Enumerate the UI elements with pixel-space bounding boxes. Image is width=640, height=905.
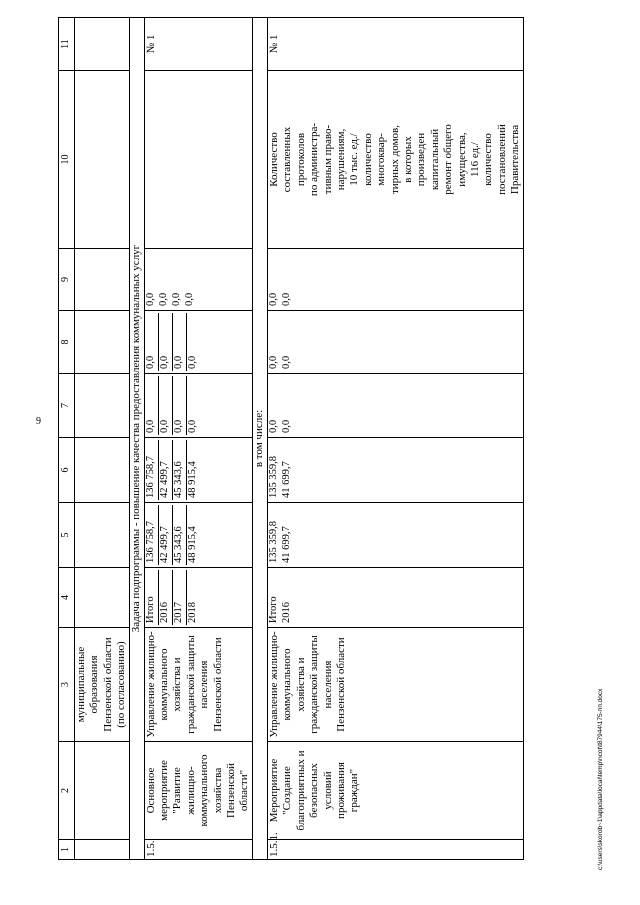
task-title: Задача подпрограммы - повышение качества предоставления коммунальных услуг — [129, 18, 144, 860]
including-row — [252, 18, 267, 860]
executor: Управление жилищно- коммунального хозяйства и гражданской защиты населения Пензенской области — [144, 628, 252, 742]
continuation-row — [75, 18, 130, 860]
local-budget-cell: 0,0 0,0 0,0 0,0 — [144, 311, 252, 374]
col-num-11: 11 — [59, 18, 75, 71]
indicator-ref: № 1 — [144, 18, 252, 71]
other-sources-cell: 0,0 0,0 — [267, 249, 523, 311]
col-num-10: 10 — [59, 71, 75, 249]
col-num-4: 4 — [59, 568, 75, 628]
col-num-3: 3 — [59, 628, 75, 742]
column-number-row — [59, 18, 75, 860]
including-label: в том числе: — [252, 18, 267, 860]
col-num-7: 7 — [59, 374, 75, 438]
col-num-1: 1 — [59, 840, 75, 860]
indicator-ref: № 1 — [267, 18, 523, 71]
row-number: 1.5.1. — [267, 840, 523, 860]
row-number: 1.5. — [144, 840, 252, 860]
other-sources-cell: 0,0 0,0 0,0 0,0 — [144, 249, 252, 311]
federal-budget-cell: 0,0 0,0 — [267, 374, 523, 438]
federal-budget-cell: 0,0 0,0 0,0 0,0 — [144, 374, 252, 438]
measure-name: Мероприятие "Создание благоприятных и безопасных условий проживания граждан" — [267, 742, 523, 840]
file-path-footer: c:\users\skorob~1\appdata\local\temp\ncot\t87944\175-пп.docx — [597, 688, 604, 870]
rotated-table-region — [58, 34, 630, 860]
col-num-6: 6 — [59, 438, 75, 503]
table-row-1-5-1 — [267, 18, 523, 860]
indicator-cell — [144, 71, 252, 249]
col-num-5: 5 — [59, 503, 75, 568]
col-num-9: 9 — [59, 249, 75, 311]
regional-budget-cell: 136 758,7 42 499,7 45 343,6 48 915,4 — [144, 438, 252, 503]
program-table — [58, 17, 524, 860]
total-funding-cell: 136 758,7 42 499,7 45 343,6 48 915,4 — [144, 503, 252, 568]
page-number: 9 — [36, 416, 41, 427]
local-budget-cell: 0,0 0,0 — [267, 311, 523, 374]
executor: Управление жилищно- коммунального хозяйства и гражданской защиты населения Пензенской области — [267, 628, 523, 742]
col-num-8: 8 — [59, 311, 75, 374]
col-num-2: 2 — [59, 742, 75, 840]
years-cell: Итого 2016 — [267, 568, 523, 628]
measure-name: Основное мероприятие "Развитие жилищно- коммунального хозяйства Пензенской области" — [144, 742, 252, 840]
total-funding-cell: 135 359,8 41 699,7 — [267, 503, 523, 568]
regional-budget-cell: 135 359,8 41 699,7 — [267, 438, 523, 503]
continued-executor: муниципальные образования Пензенской области (по согласованию) — [75, 628, 130, 742]
indicator-cell: Количество составленных протоколов по администра- тивным право- нарушениям, 10 тыс. ед./ количество многоквар- тирных домов, в которых произведен капитальный ремонт общего имущества, 116 ед./ количество постановлений Правительства — [267, 71, 523, 249]
years-cell: Итого 2016 2017 2018 — [144, 568, 252, 628]
task-row — [129, 18, 144, 860]
table-row-1-5 — [144, 18, 252, 860]
